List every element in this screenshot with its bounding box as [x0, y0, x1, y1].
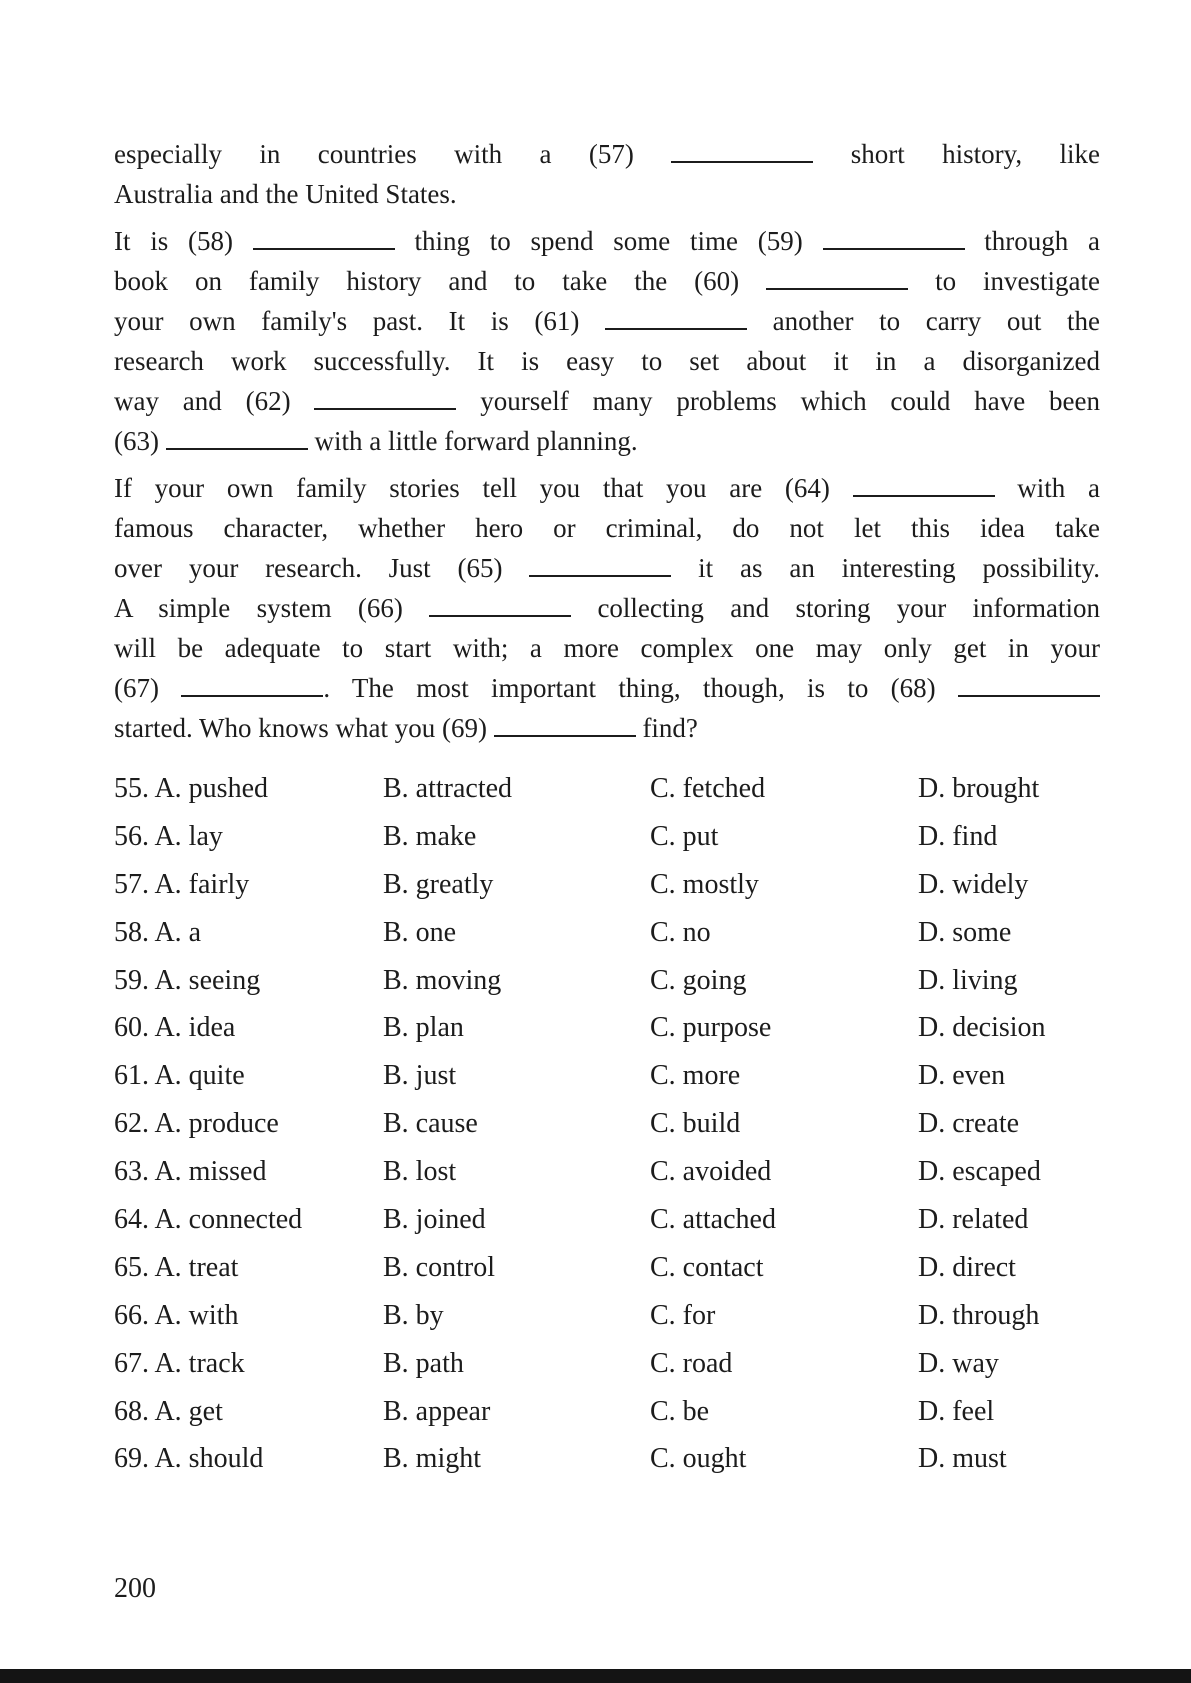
paragraph-2 [114, 221, 1100, 461]
option-c: C. fetched [650, 773, 766, 804]
option-b: B. appear [383, 1395, 491, 1427]
answer-blank [958, 673, 1100, 697]
option-b: B. joined [383, 1204, 486, 1236]
option-row [114, 1244, 1100, 1292]
option-a: 67. A. track [114, 1347, 245, 1379]
scan-edge [0, 1669, 1191, 1683]
option-row [114, 909, 1100, 957]
passage-line: A simple system (66) collecting and storing your information [114, 593, 1101, 623]
answer-options [114, 765, 1100, 1483]
option-b: B. attracted [383, 773, 513, 804]
option-b: B. greatly [383, 868, 494, 900]
option-row [114, 1100, 1100, 1148]
option-d: D. create [918, 1108, 1020, 1140]
option-a: 66. A. with [114, 1299, 239, 1331]
option-c: C. contact [650, 1251, 764, 1283]
option-d: D. direct [918, 1251, 1016, 1283]
option-a: 56. A. lay [114, 820, 223, 852]
option-b: B. lost [383, 1156, 457, 1188]
option-d: D. must [918, 1443, 1007, 1475]
option-row [114, 1148, 1100, 1196]
option-c: C. no [650, 916, 711, 948]
option-row [114, 1004, 1100, 1052]
option-d: D. even [918, 1060, 1006, 1092]
option-a: 59. A. seeing [114, 964, 261, 996]
option-d: D. through [918, 1299, 1040, 1331]
answer-blank [853, 473, 995, 497]
option-c: C. ought [650, 1443, 747, 1475]
option-a: 55. A. pushed [114, 773, 268, 804]
passage-line: way and (62) yourself many problems which could have been [114, 386, 1100, 416]
option-d: D. find [918, 820, 998, 852]
passage-line: It is (58) thing to spend some time (59) through a [114, 226, 1100, 256]
passage-line: over your research. Just (65) it as an interesting possibility. [114, 553, 1101, 583]
option-a: 69. A. should [114, 1443, 264, 1475]
option-d: D. some [918, 916, 1012, 948]
answer-blank [766, 266, 908, 290]
option-b: B. moving [383, 964, 502, 996]
passage-line: book on family history and to take the (60) to investigate [114, 266, 1101, 296]
answer-blank [253, 226, 395, 250]
option-d: D. living [918, 964, 1018, 996]
passage-line: started. Who knows what you (69) find? [114, 713, 698, 743]
option-a: 65. A. treat [114, 1251, 239, 1283]
answer-blank [605, 306, 747, 330]
option-b: B. one [383, 916, 457, 948]
passage-line: especially in countries with a (57) short history, like [114, 139, 1100, 169]
option-b: B. path [383, 1347, 464, 1379]
option-a: 61. A. quite [114, 1060, 245, 1092]
cloze-passage [114, 134, 1100, 748]
option-row [114, 1052, 1100, 1100]
option-row [114, 1196, 1100, 1244]
option-c: C. going [650, 964, 747, 996]
option-a: 58. A. a [114, 916, 202, 948]
passage-line: Australia and the United States. [114, 179, 457, 209]
passage-line: (67) . The most important thing, though, is to (68) [114, 668, 1100, 708]
answer-blank [181, 673, 323, 697]
option-row [114, 957, 1100, 1005]
answer-blank [314, 386, 456, 410]
passage-line: If your own family stories tell you that you are (64) with a [114, 473, 1100, 503]
answer-blank [529, 553, 671, 577]
option-a: 63. A. missed [114, 1156, 267, 1188]
paragraph-3 [114, 468, 1100, 748]
option-row [114, 1292, 1100, 1340]
option-b: B. just [383, 1060, 457, 1092]
passage-line: (63) with a little forward planning. [114, 426, 638, 456]
option-c: C. attached [650, 1204, 776, 1236]
passage-line: famous character, whether hero or criminal, do not let this idea take [114, 513, 1100, 543]
passage-line: your own family's past. It is (61) another to carry out the [114, 306, 1100, 336]
paragraph-1 [114, 134, 1100, 214]
option-a: 64. A. connected [114, 1204, 303, 1236]
option-d: D. brought [918, 773, 1040, 804]
option-c: C. more [650, 1060, 741, 1092]
option-d: D. feel [918, 1395, 995, 1427]
passage-line: will be adequate to start with; a more complex one may only get in your [114, 633, 1100, 663]
option-d: D. widely [918, 868, 1029, 900]
option-d: D. escaped [918, 1156, 1041, 1188]
answer-blank [823, 226, 965, 250]
option-d: D. way [918, 1347, 999, 1379]
answer-blank [671, 139, 813, 163]
option-c: C. mostly [650, 868, 759, 900]
option-c: C. put [650, 820, 719, 852]
option-b: B. plan [383, 1012, 464, 1044]
option-row [114, 1340, 1100, 1388]
option-row [114, 813, 1100, 861]
option-d: D. decision [918, 1012, 1046, 1044]
answer-blank [494, 713, 636, 737]
option-b: B. control [383, 1251, 495, 1283]
option-b: B. by [383, 1299, 444, 1331]
option-d: D. related [918, 1204, 1029, 1236]
passage-line: research work successfully. It is easy to set about it in a disorganized [114, 346, 1100, 376]
option-row [114, 765, 1100, 813]
option-a: 68. A. get [114, 1395, 223, 1427]
option-row [114, 1435, 1100, 1483]
option-row [114, 861, 1100, 909]
option-c: C. road [650, 1347, 733, 1379]
option-row [114, 1388, 1100, 1436]
option-c: C. purpose [650, 1012, 772, 1044]
option-c: C. avoided [650, 1156, 772, 1188]
option-b: B. make [383, 820, 477, 852]
option-c: C. build [650, 1108, 741, 1140]
option-a: 57. A. fairly [114, 868, 250, 900]
answer-blank [429, 593, 571, 617]
page-number: 200 [114, 1573, 156, 1604]
option-a: 60. A. idea [114, 1012, 236, 1044]
option-c: C. for [650, 1299, 716, 1331]
answer-blank [166, 426, 308, 450]
option-b: B. cause [383, 1108, 478, 1140]
option-a: 62. A. produce [114, 1108, 279, 1140]
option-b: B. might [383, 1443, 482, 1475]
option-c: C. be [650, 1395, 710, 1427]
